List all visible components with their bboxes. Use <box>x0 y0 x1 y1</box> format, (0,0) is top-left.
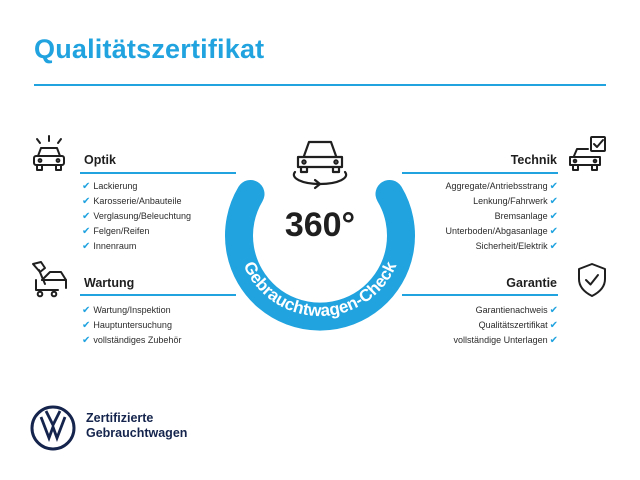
check-icon: ✔ <box>82 335 91 346</box>
car-360-icon <box>294 142 346 188</box>
list-item: Lenkung/Fahrwerk ✔ <box>473 196 558 207</box>
check-icon: ✔ <box>549 211 558 222</box>
list-item: ✔ Karosserie/Anbauteile <box>82 196 182 207</box>
list-item: ✔ Verglasung/Beleuchtung <box>82 211 191 222</box>
list-item: Aggregate/Antriebsstrang ✔ <box>445 181 558 192</box>
check-icon: ✔ <box>549 181 558 192</box>
check-icon: ✔ <box>82 211 91 222</box>
brand-label <box>86 411 187 441</box>
section-divider-optik <box>80 172 236 174</box>
list-item: ✔ Wartung/Inspektion <box>82 305 171 316</box>
section-heading-wartung: Wartung <box>84 276 135 290</box>
list-item: Qualitätszertifikat ✔ <box>478 320 558 331</box>
page-title: Qualitätszertifikat <box>34 34 265 64</box>
brand-line-1: Zertifizierte <box>86 411 154 425</box>
check-icon: ✔ <box>82 226 91 237</box>
title-divider <box>34 84 606 86</box>
check-icon: ✔ <box>82 305 91 316</box>
checklist-garantie <box>454 303 558 348</box>
service-cart-icon <box>28 258 72 298</box>
checklist-optik <box>82 179 191 254</box>
vw-logo-icon <box>30 405 76 451</box>
check-icon: ✔ <box>549 196 558 207</box>
check-icon: ✔ <box>549 241 558 252</box>
check-icon: ✔ <box>549 335 558 346</box>
list-item: Sicherheit/Elektrik ✔ <box>475 241 558 252</box>
section-divider-technik <box>402 172 558 174</box>
checklist-wartung <box>82 303 181 348</box>
check-icon: ✔ <box>549 320 558 331</box>
brand-line-2: Gebrauchtwagen <box>86 426 188 440</box>
checklist-technik <box>446 179 558 254</box>
check-icon: ✔ <box>82 181 91 192</box>
check-icon: ✔ <box>549 305 558 316</box>
car-checklist-icon <box>566 134 610 174</box>
section-heading-technik: Technik <box>510 153 557 167</box>
list-item: ✔ Innenraum <box>82 241 137 252</box>
check-icon: ✔ <box>82 196 91 207</box>
section-divider-garantie <box>402 294 558 296</box>
check-icon: ✔ <box>549 226 558 237</box>
list-item: ✔ Lackierung <box>82 181 138 192</box>
list-item: Garantienachweis ✔ <box>475 305 558 316</box>
section-heading-optik: Optik <box>84 153 116 167</box>
section-heading-garantie: Garantie <box>506 276 557 290</box>
check-icon: ✔ <box>82 320 91 331</box>
list-item: ✔ Hauptuntersuchung <box>82 320 172 331</box>
list-item: Unterboden/Abgasanlage ✔ <box>445 226 558 237</box>
section-divider-wartung <box>80 294 236 296</box>
list-item: ✔ Felgen/Reifen <box>82 226 150 237</box>
car-lights-icon <box>28 134 70 174</box>
list-item: vollständige Unterlagen ✔ <box>453 335 558 346</box>
check-icon: ✔ <box>82 241 91 252</box>
shield-check-icon <box>576 262 608 298</box>
ring-label: Gebrauchtwagen-Check <box>239 258 401 321</box>
list-item: Bremsanlage ✔ <box>494 211 558 222</box>
center-number: 360° <box>284 206 356 244</box>
list-item: ✔ vollständiges Zubehör <box>82 335 182 346</box>
